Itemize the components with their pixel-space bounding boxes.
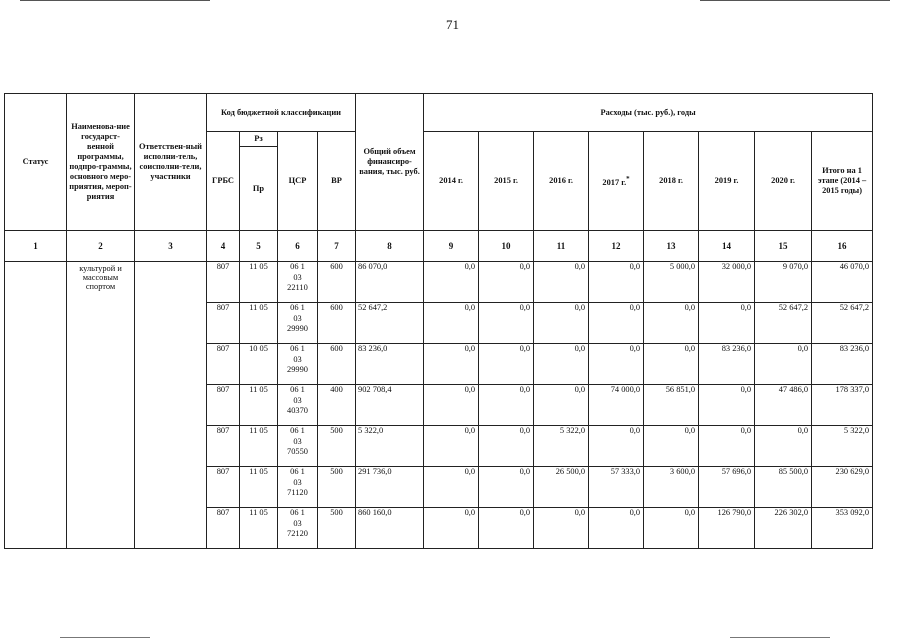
y2019-cell: 0,0 bbox=[699, 385, 755, 426]
y2019-cell: 83 236,0 bbox=[699, 344, 755, 385]
itogo-cell: 5 322,0 bbox=[812, 426, 873, 467]
column-number: 7 bbox=[318, 231, 356, 262]
column-number: 5 bbox=[240, 231, 278, 262]
column-number: 8 bbox=[356, 231, 424, 262]
itogo-cell: 178 337,0 bbox=[812, 385, 873, 426]
column-number: 14 bbox=[699, 231, 755, 262]
y2020-cell: 9 070,0 bbox=[755, 262, 812, 303]
y2014-cell: 0,0 bbox=[424, 303, 479, 344]
total-cell: 291 736,0 bbox=[356, 467, 424, 508]
rzpr-cell: 11 05 bbox=[240, 385, 278, 426]
y2015-cell: 0,0 bbox=[479, 508, 534, 549]
column-number: 3 bbox=[135, 231, 207, 262]
csr-line: 70550 bbox=[287, 447, 308, 456]
y2016-cell: 0,0 bbox=[534, 262, 589, 303]
csr-line: 22110 bbox=[287, 283, 308, 292]
column-number: 12 bbox=[589, 231, 644, 262]
rzpr-cell: 11 05 bbox=[240, 426, 278, 467]
header-pr: Пр bbox=[240, 147, 278, 231]
y2015-cell: 0,0 bbox=[479, 262, 534, 303]
y2016-cell: 5 322,0 bbox=[534, 426, 589, 467]
column-number: 16 bbox=[812, 231, 873, 262]
total-cell: 5 322,0 bbox=[356, 426, 424, 467]
y2014-cell: 0,0 bbox=[424, 385, 479, 426]
program-name-cell: культурой и массовым спортом bbox=[67, 262, 135, 549]
grbs-cell: 807 bbox=[207, 303, 240, 344]
vr-cell: 600 bbox=[318, 262, 356, 303]
y2018-cell: 3 600,0 bbox=[644, 467, 699, 508]
rzpr-cell: 11 05 bbox=[240, 467, 278, 508]
csr-cell bbox=[278, 467, 318, 508]
csr-cell bbox=[278, 262, 318, 303]
grbs-cell: 807 bbox=[207, 508, 240, 549]
y2020-cell: 0,0 bbox=[755, 344, 812, 385]
y2014-cell: 0,0 bbox=[424, 344, 479, 385]
top-rule-left bbox=[20, 0, 210, 1]
column-number: 9 bbox=[424, 231, 479, 262]
rzpr-cell: 11 05 bbox=[240, 303, 278, 344]
y2015-cell: 0,0 bbox=[479, 467, 534, 508]
header-csr: ЦСР bbox=[278, 132, 318, 231]
csr-line: 71120 bbox=[287, 488, 308, 497]
y2020-cell: 52 647,2 bbox=[755, 303, 812, 344]
vr-cell: 500 bbox=[318, 426, 356, 467]
y2018-cell: 56 851,0 bbox=[644, 385, 699, 426]
rzpr-cell: 11 05 bbox=[240, 262, 278, 303]
csr-line: 03 bbox=[293, 518, 302, 528]
header-year-2017-label: 2017 г. bbox=[602, 177, 627, 187]
bottom-rule-left bbox=[60, 637, 150, 638]
y2017-cell: 0,0 bbox=[589, 426, 644, 467]
column-number: 11 bbox=[534, 231, 589, 262]
table-row bbox=[5, 262, 873, 303]
itogo-cell: 230 629,0 bbox=[812, 467, 873, 508]
y2018-cell: 0,0 bbox=[644, 426, 699, 467]
y2015-cell: 0,0 bbox=[479, 385, 534, 426]
header-year-2016: 2016 г. bbox=[534, 132, 589, 231]
y2017-cell: 74 000,0 bbox=[589, 385, 644, 426]
csr-line: 29990 bbox=[287, 324, 308, 333]
rzpr-cell: 10 05 bbox=[240, 344, 278, 385]
grbs-cell: 807 bbox=[207, 262, 240, 303]
total-cell: 860 160,0 bbox=[356, 508, 424, 549]
column-number: 10 bbox=[479, 231, 534, 262]
csr-line: 03 bbox=[293, 436, 302, 446]
y2020-cell: 0,0 bbox=[755, 426, 812, 467]
column-number: 1 bbox=[5, 231, 67, 262]
header-responsible: Ответствен-ный исполни-тель, соисполни-тели, участники bbox=[135, 94, 207, 231]
vr-cell: 500 bbox=[318, 508, 356, 549]
page-number: 71 bbox=[446, 17, 459, 32]
y2017-cell: 0,0 bbox=[589, 262, 644, 303]
y2016-cell: 0,0 bbox=[534, 385, 589, 426]
itogo-cell: 46 070,0 bbox=[812, 262, 873, 303]
y2015-cell: 0,0 bbox=[479, 303, 534, 344]
column-numbers-row bbox=[5, 231, 873, 262]
csr-cell bbox=[278, 344, 318, 385]
y2016-cell: 26 500,0 bbox=[534, 467, 589, 508]
y2018-cell: 0,0 bbox=[644, 344, 699, 385]
y2020-cell: 47 486,0 bbox=[755, 385, 812, 426]
header-year-2014: 2014 г. bbox=[424, 132, 479, 231]
vr-cell: 500 bbox=[318, 467, 356, 508]
y2017-cell: 57 333,0 bbox=[589, 467, 644, 508]
csr-line: 03 bbox=[293, 354, 302, 364]
y2019-cell: 57 696,0 bbox=[699, 467, 755, 508]
header-status: Статус bbox=[5, 94, 67, 231]
y2019-cell: 126 790,0 bbox=[699, 508, 755, 549]
csr-line: 03 bbox=[293, 477, 302, 487]
footnote-mark: * bbox=[626, 174, 630, 183]
y2018-cell: 0,0 bbox=[644, 508, 699, 549]
budget-table bbox=[4, 93, 873, 549]
y2014-cell: 0,0 bbox=[424, 262, 479, 303]
header-itogo: Итого на 1 этапе (2014 – 2015 годы) bbox=[812, 132, 873, 231]
csr-line: 06 1 bbox=[290, 467, 305, 476]
top-rule-right bbox=[700, 0, 890, 1]
y2016-cell: 0,0 bbox=[534, 508, 589, 549]
y2019-cell: 0,0 bbox=[699, 303, 755, 344]
csr-cell bbox=[278, 508, 318, 549]
y2014-cell: 0,0 bbox=[424, 426, 479, 467]
csr-line: 06 1 bbox=[290, 385, 305, 394]
header-name: Наименова-ние государст-венной программы, подпро-граммы, основного меро-приятия, мероп-риятия bbox=[67, 94, 135, 231]
total-cell: 86 070,0 bbox=[356, 262, 424, 303]
vr-cell: 600 bbox=[318, 303, 356, 344]
csr-cell bbox=[278, 303, 318, 344]
header-grbs: ГРБС bbox=[207, 132, 240, 231]
header-rz: Рз bbox=[240, 132, 278, 147]
y2019-cell: 0,0 bbox=[699, 426, 755, 467]
grbs-cell: 807 bbox=[207, 385, 240, 426]
y2017-cell: 0,0 bbox=[589, 344, 644, 385]
vr-cell: 400 bbox=[318, 385, 356, 426]
y2016-cell: 0,0 bbox=[534, 303, 589, 344]
header-expenses: Расходы (тыс. руб.), годы bbox=[424, 94, 873, 132]
status-cell bbox=[5, 262, 67, 549]
y2017-cell: 0,0 bbox=[589, 508, 644, 549]
csr-line: 72120 bbox=[287, 529, 308, 538]
y2014-cell: 0,0 bbox=[424, 467, 479, 508]
y2019-cell: 32 000,0 bbox=[699, 262, 755, 303]
responsible-cell bbox=[135, 262, 207, 549]
vr-cell: 600 bbox=[318, 344, 356, 385]
csr-cell bbox=[278, 426, 318, 467]
csr-line: 40370 bbox=[287, 406, 308, 415]
y2017-cell: 0,0 bbox=[589, 303, 644, 344]
csr-line: 06 1 bbox=[290, 262, 305, 271]
itogo-cell: 52 647,2 bbox=[812, 303, 873, 344]
header-budget-code: Код бюджетной классификации bbox=[207, 94, 356, 132]
y2018-cell: 0,0 bbox=[644, 303, 699, 344]
csr-line: 06 1 bbox=[290, 508, 305, 517]
total-cell: 52 647,2 bbox=[356, 303, 424, 344]
y2016-cell: 0,0 bbox=[534, 344, 589, 385]
rzpr-cell: 11 05 bbox=[240, 508, 278, 549]
y2020-cell: 85 500,0 bbox=[755, 467, 812, 508]
column-number: 15 bbox=[755, 231, 812, 262]
header-total: Общий объем финансиро-вания, тыс. руб. bbox=[356, 94, 424, 231]
y2015-cell: 0,0 bbox=[479, 344, 534, 385]
csr-line: 03 bbox=[293, 313, 302, 323]
header-vr: ВР bbox=[318, 132, 356, 231]
csr-line: 03 bbox=[293, 395, 302, 405]
header-year-2018: 2018 г. bbox=[644, 132, 699, 231]
csr-line: 29990 bbox=[287, 365, 308, 374]
y2014-cell: 0,0 bbox=[424, 508, 479, 549]
csr-line: 06 1 bbox=[290, 344, 305, 353]
y2018-cell: 5 000,0 bbox=[644, 262, 699, 303]
column-number: 4 bbox=[207, 231, 240, 262]
header-year-2015: 2015 г. bbox=[479, 132, 534, 231]
grbs-cell: 807 bbox=[207, 426, 240, 467]
total-cell: 83 236,0 bbox=[356, 344, 424, 385]
itogo-cell: 353 092,0 bbox=[812, 508, 873, 549]
grbs-cell: 807 bbox=[207, 467, 240, 508]
csr-cell bbox=[278, 385, 318, 426]
column-number: 2 bbox=[67, 231, 135, 262]
column-number: 13 bbox=[644, 231, 699, 262]
csr-line: 03 bbox=[293, 272, 302, 282]
bottom-rule-right bbox=[730, 637, 830, 638]
total-cell: 902 708,4 bbox=[356, 385, 424, 426]
header-year-2019: 2019 г. bbox=[699, 132, 755, 231]
itogo-cell: 83 236,0 bbox=[812, 344, 873, 385]
grbs-cell: 807 bbox=[207, 344, 240, 385]
csr-line: 06 1 bbox=[290, 303, 305, 312]
header-year-2020: 2020 г. bbox=[755, 132, 812, 231]
column-number: 6 bbox=[278, 231, 318, 262]
y2015-cell: 0,0 bbox=[479, 426, 534, 467]
y2020-cell: 226 302,0 bbox=[755, 508, 812, 549]
header-year-2017 bbox=[589, 132, 644, 231]
csr-line: 06 1 bbox=[290, 426, 305, 435]
